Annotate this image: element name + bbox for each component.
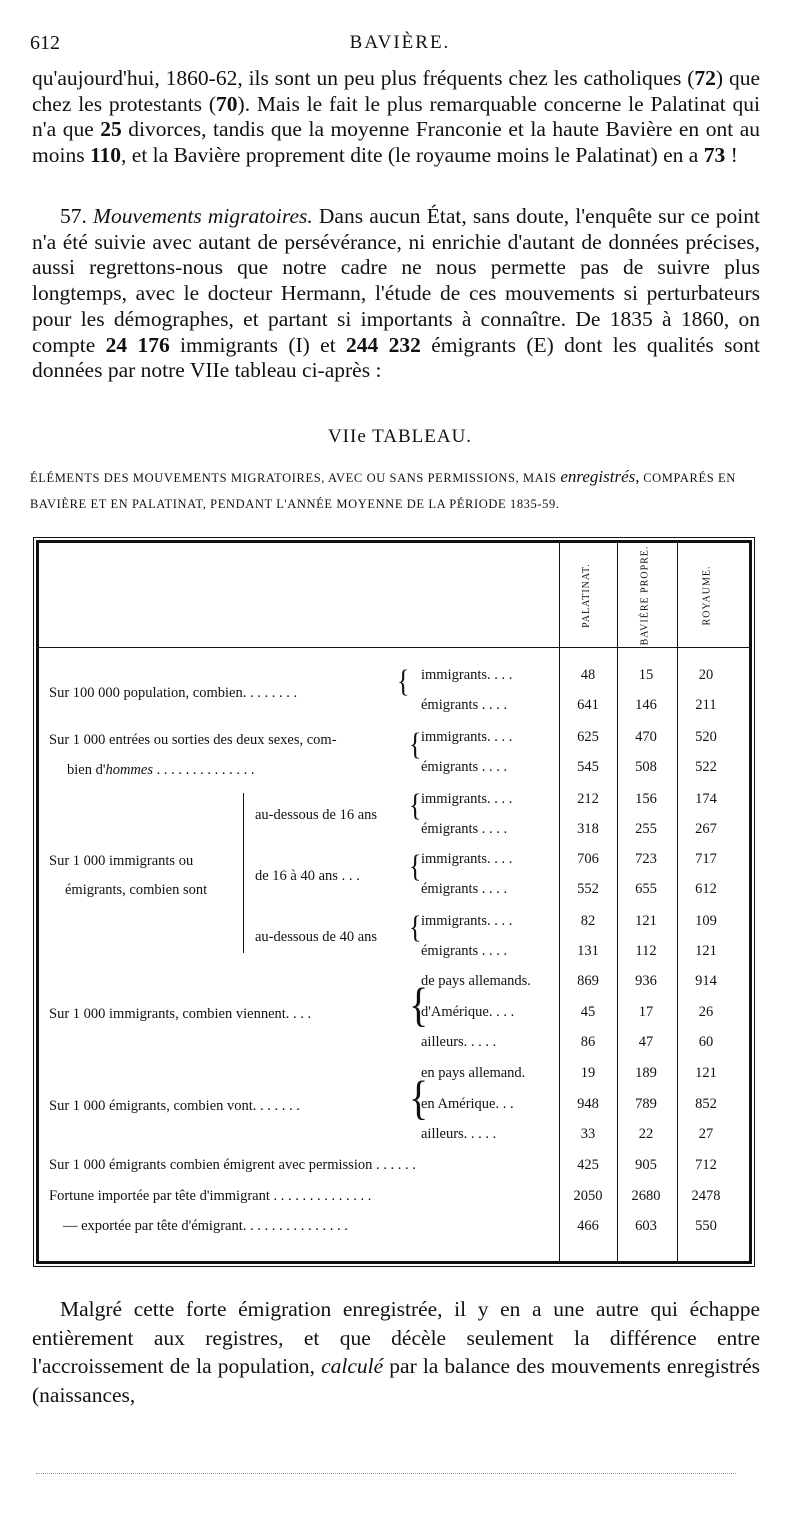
table-cell: 550 (695, 1218, 717, 1234)
intro-paragraph-2 (32, 204, 760, 384)
row-label: émigrants . . . . (421, 697, 508, 713)
brace: { (409, 977, 429, 1032)
section-title: Mouvements migratoires. (93, 204, 313, 228)
table-cell: 45 (580, 1004, 596, 1020)
table-cell: 48 (580, 667, 596, 683)
row-label: en Amérique. . . (421, 1096, 514, 1112)
table-cell: 425 (577, 1157, 599, 1173)
number: 24 176 (105, 332, 170, 357)
number: 25 (100, 117, 122, 142)
row-label: immigrants. . . . (421, 667, 513, 683)
column-header-baviere-propre (621, 547, 669, 643)
number: 70 (216, 91, 238, 116)
text-emphasis: calculé (321, 1354, 384, 1378)
table-cell: 905 (635, 1157, 657, 1173)
table-cell: 625 (577, 729, 599, 745)
row-label: Fortune importée par tête d'immigrant . . . . . . . . . . . . . . (49, 1188, 372, 1204)
page-bottom-rule (36, 1473, 736, 1474)
table-cell: 109 (695, 913, 717, 929)
page-header (30, 32, 770, 58)
header-divider (39, 647, 749, 648)
table-cell: 603 (635, 1218, 657, 1234)
row-label: ailleurs. . . . . (421, 1126, 497, 1142)
table-cell: 852 (695, 1096, 717, 1112)
page-number: 612 (30, 32, 60, 54)
text-run: Dans aucun État, sans doute, l'enquête sur ce point n'a été suivie avec autant de persévérance, ni enrichie d'autant de données précises, aussi regrettons-nous que notre cadre ne nous permette pas de suivre plus longtemps, avec le docteur Hermann, l'étude de ces mouvements si perturbateurs pour les démographes, et partant si importants à connaître. De 1835 à 1860, on compte (32, 204, 760, 357)
row-label: émigrants . . . . (421, 881, 508, 897)
caption-text: ÉLÉMENTS DES MOUVEMENTS MIGRATOIRES, AVEC OU SANS PERMISSIONS, MAIS (30, 471, 561, 485)
column-header-text: PALATINAT. (580, 562, 592, 628)
text-run: . . . . . . . . . . . . . . (152, 762, 255, 778)
table-cell: 267 (695, 821, 717, 837)
text-run: émigrants (E) dont les qualités sont données par notre VIIe tableau ci-après : (32, 332, 760, 383)
brace: { (409, 727, 422, 762)
column-divider (617, 543, 618, 1261)
table-cell: 146 (635, 697, 657, 713)
column-divider (677, 543, 678, 1261)
table-cell: 948 (577, 1096, 599, 1112)
row-label: de pays allemands. (421, 973, 531, 989)
row-label: d'Amérique. . . . (421, 1004, 515, 1020)
table-cell: 112 (635, 943, 657, 959)
number: 110 (89, 143, 122, 168)
table-cell: 26 (698, 1004, 714, 1020)
table-cell: 869 (577, 973, 599, 989)
text-run: ! (725, 143, 738, 168)
text-run: divorces, tandis que la moyenne Franconie et la haute Bavière en ont au moins (32, 117, 760, 168)
table-cell: 717 (695, 851, 717, 867)
table-cell: 520 (695, 729, 717, 745)
table-cell: 612 (695, 881, 717, 897)
table-caption (30, 464, 765, 517)
table-cell: 552 (577, 881, 599, 897)
row-label: immigrants. . . . (421, 729, 513, 745)
table-cell: 47 (638, 1034, 654, 1050)
section-number: 57. (60, 204, 94, 228)
brace: { (397, 664, 410, 699)
table-title: VIIe TABLEAU. (327, 426, 473, 447)
group-label: émigrants, combien sont (65, 882, 208, 898)
text-run: qu'aujourd'hui, 1860-62, ils sont un peu plus fréquents chez les catholiques ( (32, 66, 695, 90)
table-cell: 318 (577, 821, 599, 837)
table-cell: 2680 (631, 1188, 661, 1204)
table-cell: 466 (577, 1218, 599, 1234)
caption-text: COMPARÉS EN BAVIÈRE ET EN PALATINAT, PENDANT L'ANNÉE MOYENNE DE LA PÉRIODE 1835-59. (30, 471, 736, 511)
table-cell: 121 (635, 913, 657, 929)
table-cell: 522 (695, 759, 717, 775)
column-divider (559, 543, 560, 1261)
subgroup-label: au-dessous de 16 ans (255, 807, 378, 823)
table-cell: 15 (638, 667, 654, 683)
column-header-text: BAVIÈRE PROPRE. (639, 545, 651, 645)
text-emphasis: hommes (105, 762, 153, 778)
table-cell: 121 (695, 1065, 717, 1081)
bracket (243, 793, 244, 953)
group-label: Sur 1 000 émigrants, combien vont. . . . . . . (49, 1098, 300, 1114)
column-header-royaume (683, 547, 731, 643)
table-cell: 174 (695, 791, 717, 807)
table-cell: 545 (577, 759, 599, 775)
table-cell: 2478 (691, 1188, 721, 1204)
row-label: émigrants . . . . (421, 943, 508, 959)
table-cell: 121 (695, 943, 717, 959)
table-cell: 936 (635, 973, 657, 989)
intro-paragraph-1 (32, 66, 760, 169)
text-run: Malgré cette forte émigration enregistrée, il y en a une autre qui échappe entièrement aux registres, et que décèle seulement la différence entre l'accroissement de la population, (32, 1297, 760, 1378)
brace: { (409, 910, 422, 945)
row-label: Sur 1 000 émigrants combien émigrent avec permission . . . . . . (49, 1157, 416, 1173)
brace: { (409, 1070, 429, 1125)
group-label: Sur 1 000 entrées ou sorties des deux sexes, com- (49, 732, 337, 748)
caption-emphasis: enregistrés, (560, 467, 640, 486)
row-label: immigrants. . . . (421, 791, 513, 807)
table-cell: 723 (635, 851, 657, 867)
row-label: émigrants . . . . (421, 821, 508, 837)
row-label: ailleurs. . . . . (421, 1034, 497, 1050)
brace: { (409, 788, 422, 823)
table-cell: 211 (695, 697, 717, 713)
subgroup-label: au-dessous de 40 ans (255, 929, 378, 945)
data-table (36, 540, 752, 1264)
number: 244 232 (346, 332, 421, 357)
row-label: — exportée par tête d'émigrant. . . . . . . . . . . . . . . (63, 1218, 348, 1234)
table-cell: 641 (577, 697, 599, 713)
table-cell: 156 (635, 791, 657, 807)
table-cell: 82 (580, 913, 596, 929)
closing-paragraph (32, 1295, 760, 1409)
table-cell: 131 (577, 943, 599, 959)
column-header-palatinat (562, 547, 610, 643)
text-run: bien d' (67, 762, 106, 778)
number: 72 (694, 66, 716, 90)
row-label: immigrants. . . . (421, 913, 513, 929)
table-cell: 212 (577, 791, 599, 807)
table-cell: 27 (698, 1126, 714, 1142)
table-cell: 706 (577, 851, 599, 867)
table-cell: 914 (695, 973, 717, 989)
table-cell: 508 (635, 759, 657, 775)
number: 73 (703, 143, 726, 168)
table-cell: 2050 (573, 1188, 603, 1204)
table-cell: 470 (635, 729, 657, 745)
row-label: immigrants. . . . (421, 851, 513, 867)
group-label: Sur 1 000 immigrants, combien viennent. . . . (49, 1006, 312, 1022)
text-run: ) que chez les protestants ( (32, 66, 760, 116)
table-cell: 20 (698, 667, 714, 683)
table-cell: 22 (638, 1126, 654, 1142)
group-label: Sur 100 000 population, combien. . . . . . . . (49, 685, 298, 701)
table-cell: 86 (580, 1034, 596, 1050)
table-cell: 712 (695, 1157, 717, 1173)
running-title: BAVIÈRE. (349, 32, 451, 53)
table-cell: 789 (635, 1096, 657, 1112)
table-cell: 60 (698, 1034, 714, 1050)
text-run: immigrants (I) et (169, 332, 347, 357)
table-cell: 655 (635, 881, 657, 897)
row-label: émigrants . . . . (421, 759, 508, 775)
column-header-text: ROYAUME. (701, 565, 713, 625)
row-label: en pays allemand. (421, 1065, 526, 1081)
subgroup-label: de 16 à 40 ans . . . (255, 868, 360, 884)
text-run: ). Mais le fait le plus remarquable concerne le Palatinat qui n'a que (32, 91, 760, 142)
table-cell: 33 (580, 1126, 596, 1142)
group-label (67, 762, 254, 779)
brace: { (409, 849, 422, 884)
group-label: Sur 1 000 immigrants ou (49, 853, 194, 869)
text-run: par la balance des mouvements enregistrés (naissances, (32, 1354, 760, 1407)
table-cell: 255 (635, 821, 657, 837)
table-cell: 189 (635, 1065, 657, 1081)
table-cell: 17 (638, 1004, 654, 1020)
table-cell: 19 (580, 1065, 596, 1081)
text-run: , et la Bavière proprement dite (le royaume moins le Palatinat) en a (121, 143, 704, 168)
